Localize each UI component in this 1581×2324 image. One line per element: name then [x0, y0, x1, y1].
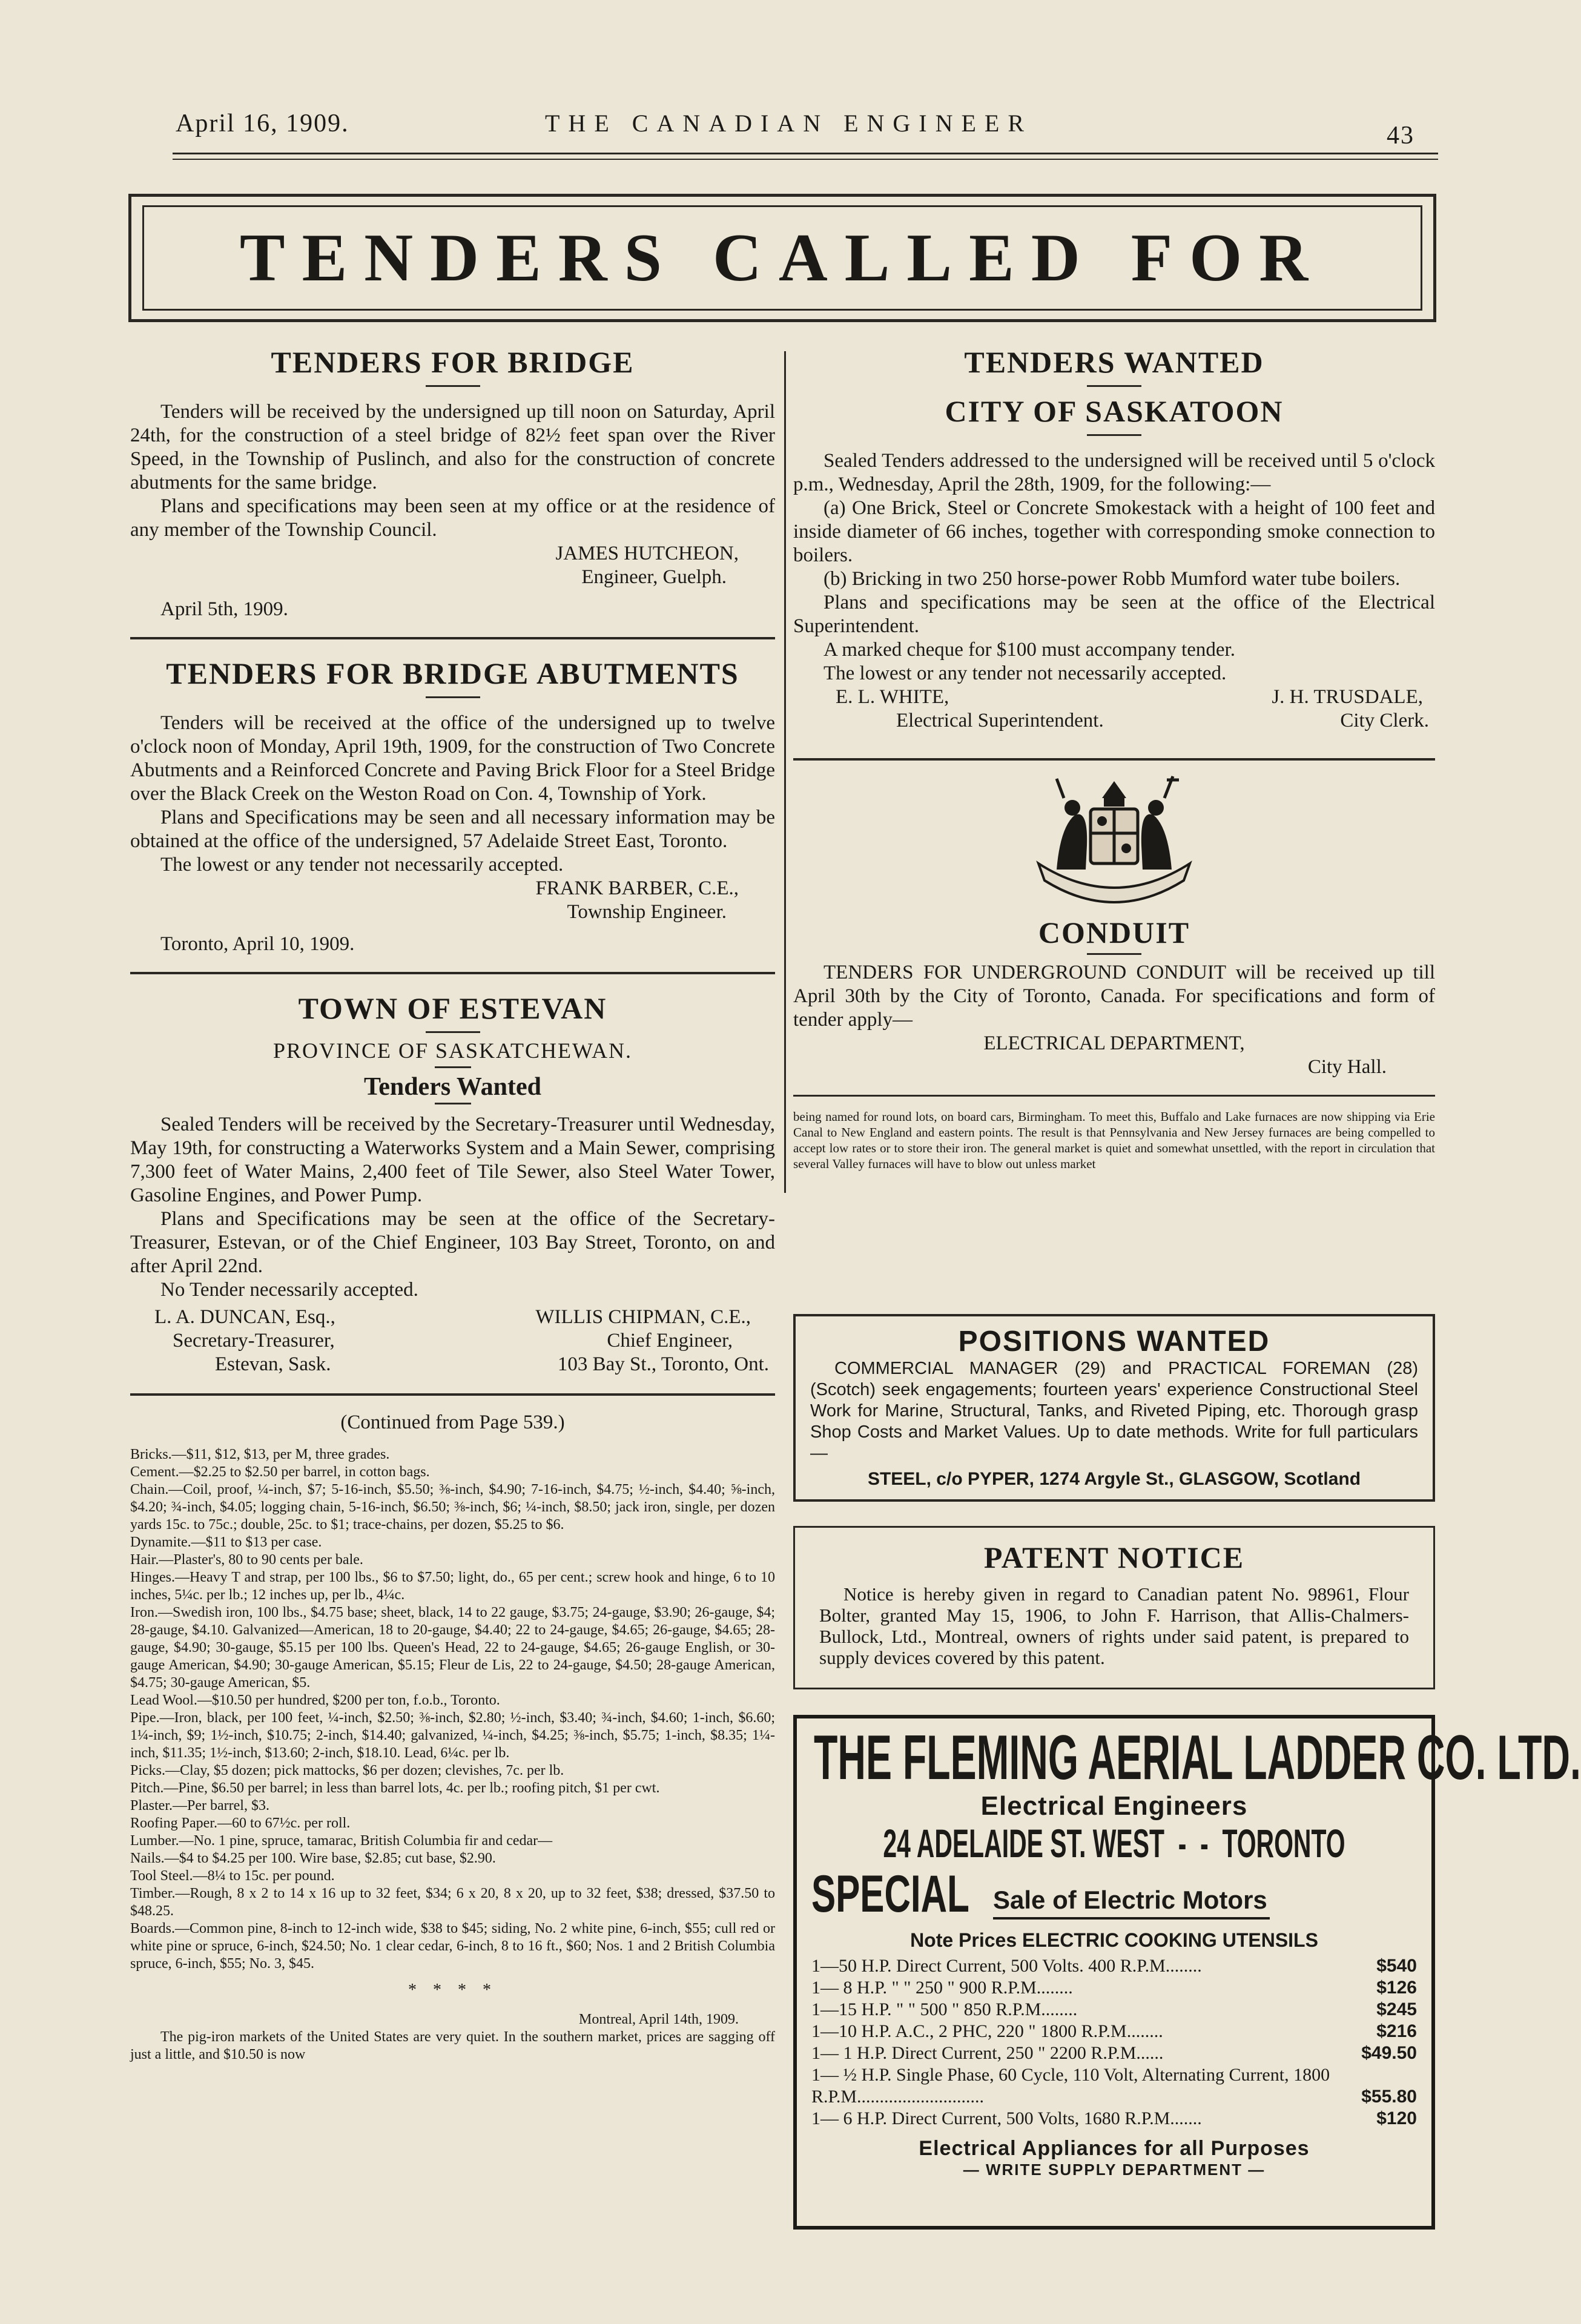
sig-line: Secretary-Treasurer,	[173, 1330, 335, 1352]
price-item-desc: 1— ½ H.P. Single Phase, 60 Cycle, 110 Volt, Alternating Current, 1800 R.P.M............................	[811, 2065, 1330, 2107]
abutments-plans: Plans and Specifications may be seen and all necessary information may be obtained at the office of the undersigned, 57 Adelaide Street East, Toronto.	[130, 807, 775, 852]
price-item-amount: $49.50	[1361, 2043, 1417, 2063]
saskatoon-title: TENDERS WANTED	[964, 345, 1264, 379]
saskatoon-signatures	[793, 685, 1435, 733]
title-rule	[1087, 434, 1141, 436]
sig-line: Electrical Superintendent.	[896, 710, 1104, 731]
abutments-signer-title: Township Engineer.	[567, 901, 727, 923]
market-pig-iron: The pig-iron markets of the United States are very quiet. In the southern market, prices are sagging off just a little, and $10.50 is now	[130, 2029, 775, 2062]
sig-line: Chief Engineer,	[607, 1330, 733, 1352]
fleming-special: SPECIAL	[811, 1865, 969, 1923]
fleming-address-wrap	[811, 1821, 1417, 1865]
saskatoon-city: CITY OF SASKATOON	[945, 394, 1284, 428]
market-hair: Hair.—Plaster's, 80 to 90 cents per bale.	[130, 1552, 363, 1568]
estevan-plans: Plans and Specifications may be seen at the office of the Secretary-Treasurer, Estevan, or of the Chief Engineer, 103 Bay Street, Toronto, on and after April 22nd.	[130, 1208, 775, 1277]
bridge-title: TENDERS FOR BRIDGE	[271, 345, 635, 379]
sig-line: L. A. DUNCAN, Esq.,	[154, 1306, 335, 1328]
header-rule-thin	[173, 159, 1438, 160]
abutments-tender	[130, 655, 775, 956]
title-rule	[1087, 953, 1141, 955]
market-pipe: Pipe.—Iron, black, per 100 feet, ¼-inch, $2.50; ⅜-inch, $2.80; ½-inch, $3.40; ¾-inch, $4.60; 1-inch, $6.60; 1¼-inch, $9; 1½-inch, $10.75; 2-inch, $14.40; galvanized, ¼-inch, $4.25; ⅜-inch, $5.75; 1-inch, $8.35; 1¼-inch, $11.35; 1½-inch, $13.60; 2-inch, $18.10. Lead, 6¼c. per lb.	[130, 1710, 775, 1761]
price-item	[811, 2042, 1417, 2064]
abutments-signer: FRANK BARBER, C.E.,	[535, 877, 739, 899]
market-boards: Boards.—Common pine, 8-inch to 12-inch wide, $38 to $45; siding, No. 2 white pine, 6-inch, $55; cull red or white pine or spruce, 6-inch, $24.50; No. 1 clear cedar, 6-inch, 8 to 16 ft., $60; Nos. 1 and 2 British Columbia spruce, 6-inch, $55; No. 3, $45.	[130, 1921, 775, 1972]
market-bricks: Bricks.—$11, $12, $13, per M, three grades.	[130, 1447, 390, 1462]
section-rule	[130, 972, 775, 974]
fleming-sale: Sale of Electric Motors	[993, 1886, 1270, 1920]
price-item-amount: $540	[1376, 1956, 1417, 1976]
market-lumber: Lumber.—No. 1 pine, spruce, tamarac, British Columbia fir and cedar—	[130, 1833, 553, 1849]
patent-text: Notice is hereby given in regard to Canadian patent No. 98961, Flour Bolter, granted May 15, 1906, to John F. Harrison, that Allis-Chalmers-Bullock, Ltd., Montreal, owners of rights under said patent, is prepared to supply devices covered by this patent.	[819, 1583, 1409, 1668]
price-item-desc: 1— 8 H.P. " " 250 " 900 R.P.M........	[811, 1978, 1073, 1998]
bridge-text: Tenders will be received by the undersigned up till noon on Saturday, April 24th, for the construction of a steel bridge of 82½ feet span over the River Speed, in the Township of Puslinch, and also for the construction of concrete abutments for the same bridge.	[130, 401, 775, 494]
continued-note: (Continued from Page 539.)	[340, 1411, 565, 1433]
saskatoon-tender	[793, 344, 1435, 733]
market-timber: Timber.—Rough, 8 x 2 to 14 x 16 up to 32 feet, $34; 6 x 20, 8 x 20, up to 32 feet, $38; dressed, $37.50 to $48.25.	[130, 1886, 775, 1919]
title-rule	[435, 1066, 471, 1068]
estevan-left-sig	[130, 1306, 335, 1376]
sig-line: WILLIS CHIPMAN, C.E.,	[535, 1306, 751, 1328]
market-tool-steel: Tool Steel.—8¼ to 15c. per pound.	[130, 1868, 335, 1884]
sig-line: J. H. TRUSDALE,	[1272, 686, 1423, 708]
page-number: 43	[1387, 122, 1414, 150]
price-item	[811, 2108, 1417, 2130]
abutments-text: Tenders will be received at the office of the undersigned up to twelve o'clock noon of Monday, April 19th, 1909, for the construction of Two Concrete Abutments and a Reinforced Concrete and Paving Brick Floor for a Steel Bridge over the Black Creek on the Weston Road on Con. 4, Township of York.	[130, 712, 775, 805]
market-roofing: Roofing Paper.—60 to 67½c. per roll.	[130, 1815, 351, 1831]
saskatoon-cheque: A marked cheque for $100 must accompany tender.	[824, 639, 1235, 661]
positions-wanted-box	[793, 1314, 1435, 1502]
market-cement: Cement.—$2.25 to $2.50 per barrel, in cotton bags.	[130, 1464, 430, 1480]
price-item-desc: 1— 6 H.P. Direct Current, 500 Volts, 1680 R.P.M.......	[811, 2108, 1202, 2128]
sig-line: 103 Bay St., Toronto, Ont.	[557, 1353, 769, 1375]
market-iron: Iron.—Swedish iron, 100 lbs., $4.75 base; sheet, black, 14 to 22 gauge, $3.75; 24-gauge, $3.90; 26-gauge, $4; 28-gauge, $4.10. Galvanized—American, 18 to 20-gauge, $4.40; 22 to 24-gauge, $4.65; 26-gauge, $4.65; 28-gauge, $4.90; 30-gauge, $5.15 per 100 lbs. Queen's Head, 22 to 24-gauge, $4.65; 26-gauge English, or 30-gauge American, $4.90; 30-gauge American, $5.15; Fleur de Lis, 22 to 24-gauge, $4.50; 28-gauge American, $4.75; 30-gauge American, $5.	[130, 1605, 775, 1691]
header-rule	[173, 153, 1438, 154]
estevan-note: No Tender necessarily accepted.	[160, 1279, 418, 1301]
market-picks: Picks.—Clay, $5 dozen; pick mattocks, $6 per dozen; clevishes, 7c. per lb.	[130, 1763, 564, 1778]
fleming-address: 24 ADELAIDE ST. WEST - - TORONTO	[883, 1821, 1345, 1866]
market-dateline: Montreal, April 14th, 1909.	[579, 2012, 739, 2027]
conduit-department: ELECTRICAL DEPARTMENT,	[983, 1032, 1245, 1054]
bridge-tender	[130, 344, 775, 621]
patent-title: PATENT NOTICE	[983, 1540, 1245, 1574]
right-column	[793, 344, 1435, 1172]
fleming-company: THE FLEMING AERIAL LADDER CO. LTD.	[814, 1723, 1581, 1793]
price-item-amount: $120	[1376, 2108, 1417, 2128]
price-item	[811, 2021, 1417, 2042]
price-item	[811, 1955, 1417, 1977]
section-rule	[130, 1393, 775, 1396]
positions-contact: STEEL, c/o PYPER, 1274 Argyle St., GLASGOW, Scotland	[867, 1469, 1361, 1489]
patent-notice-box	[793, 1526, 1435, 1689]
price-item	[811, 1977, 1417, 1999]
journal-title: THE CANADIAN ENGINEER	[545, 110, 1033, 137]
positions-text: COMMERCIAL MANAGER (29) and PRACTICAL FOREMAN (28) (Scotch) seek engagements; fourteen years' experience Constructional Steel Work for Marine, Structural, Tanks, and Riveted Piping, etc. Thorough grasp Shop Costs and Market Values. Up to date methods. Write for full particulars—	[810, 1359, 1418, 1463]
market-continued: being named for round lots, on board cars, Birmingham. To meet this, Buffalo and Lake furnaces are now shipping via Erie Canal to New England and eastern points. The result is that Pennsylvania and New Jersey furnaces are being compelled to accept low rates or to store their iron. The general market is quiet and somewhat unsettled, with the report in circulation that several Valley furnaces will have to blow out unless market	[793, 1109, 1435, 1171]
sig-line: Estevan, Sask.	[215, 1353, 331, 1375]
bridge-plans: Plans and specifications may been seen at my office or at the residence of any member of the Township Council.	[130, 495, 775, 541]
conduit-tender	[793, 773, 1435, 1079]
conduit-text: TENDERS FOR UNDERGROUND CONDUIT will be received up till April 30th by the City of Toronto, Canada. For specifications and form of tender apply—	[793, 962, 1435, 1031]
price-item-amount: $55.80	[1361, 2087, 1417, 2107]
title-rule	[426, 696, 480, 698]
title-rule	[426, 385, 480, 387]
fleming-advertisement	[793, 1715, 1581, 2230]
price-item	[811, 1999, 1417, 2021]
market-nails: Nails.—$4 to $4.25 per 100. Wire base, $2.85; cut base, $2.90.	[130, 1850, 496, 1866]
sig-line: City Clerk.	[1340, 710, 1429, 731]
market-plaster: Plaster.—Per barrel, $3.	[130, 1798, 269, 1814]
saskatoon-lowest: The lowest or any tender not necessarily accepted.	[824, 662, 1227, 684]
left-column	[130, 344, 775, 2064]
bridge-date: April 5th, 1909.	[160, 598, 288, 620]
sig-line: E. L. WHITE,	[836, 686, 949, 708]
fleming-note: Note Prices ELECTRIC COOKING UTENSILS	[910, 1929, 1318, 1951]
estevan-tender	[130, 990, 775, 1376]
issue-date: April 16, 1909.	[176, 110, 349, 137]
fleming-special-wrap	[811, 1865, 993, 1923]
market-pitch: Pitch.—Pine, $6.50 per barrel; in less than barrel lots, 4c. per lb.; roofing pitch, $1 per cwt.	[130, 1780, 660, 1796]
saskatoon-item-a: (a) One Brick, Steel or Concrete Smokestack with a height of 100 feet and inside diameter of 66 inches, together with corresponding smoke connection to boilers.	[793, 497, 1435, 566]
market-lead-wool: Lead Wool.—$10.50 per hundred, $200 per ton, f.o.b., Toronto.	[130, 1692, 500, 1708]
fleming-subtitle: Electrical Engineers	[980, 1791, 1248, 1821]
market-dynamite: Dynamite.—$11 to $13 per case.	[130, 1534, 322, 1550]
bridge-signer-title: Engineer, Guelph.	[581, 566, 727, 588]
banner-box	[128, 194, 1436, 322]
estevan-right-sig	[535, 1306, 775, 1376]
fleming-special-row	[811, 1865, 1417, 1923]
saskatoon-right-sig	[1272, 685, 1435, 733]
title-rule	[1087, 385, 1141, 387]
price-item-amount: $126	[1376, 1978, 1417, 1998]
estevan-province: PROVINCE OF SASKATCHEWAN.	[272, 1038, 633, 1063]
abutments-title: TENDERS FOR BRIDGE ABUTMENTS	[166, 656, 739, 690]
section-stars: * * * *	[408, 1981, 497, 1999]
title-rule	[426, 1031, 480, 1033]
market-hinges: Hinges.—Heavy T and strap, per 100 lbs., $6 to $7.50; light, do., 65 per cent.; screw hook and hinge, 6 to 10 inches, 5¼c. per lb.; 12 inches up, per lb., 4¼c.	[130, 1570, 775, 1603]
saskatoon-left-sig	[793, 685, 1104, 733]
price-item	[811, 2064, 1417, 2108]
column-divider	[784, 351, 786, 1193]
section-rule	[130, 637, 775, 639]
estevan-title: TOWN OF ESTEVAN	[298, 991, 607, 1025]
fleming-price-list	[811, 1955, 1417, 2130]
price-item-desc: 1—15 H.P. " " 500 " 850 R.P.M........	[811, 1999, 1078, 2019]
saskatoon-text: Sealed Tenders addressed to the undersigned will be received until 5 o'clock p.m., Wednesday, April the 28th, 1909, for the following:—	[793, 450, 1435, 495]
price-item-amount: $216	[1376, 2021, 1417, 2041]
section-rule	[793, 1095, 1435, 1097]
abutments-lowest: The lowest or any tender not necessarily accepted.	[160, 854, 564, 876]
price-item-desc: 1—50 H.P. Direct Current, 500 Volts. 400 R.P.M........	[811, 1956, 1202, 1976]
fleming-department: — WRITE SUPPLY DEPARTMENT —	[963, 2161, 1266, 2179]
title-rule	[435, 1103, 471, 1104]
abutments-date: Toronto, April 10, 1909.	[160, 933, 355, 955]
estevan-text: Sealed Tenders will be received by the Secretary-Treasurer until Wednesday, May 19th, for constructing a Waterworks System and a Main Sewer, comprising 7,300 feet of Water Mains, 2,400 feet of Tile Sewer, also Steel Water Tower, Gasoline Engines, and Power Pump.	[130, 1114, 775, 1206]
positions-title: POSITIONS WANTED	[958, 1325, 1270, 1358]
market-report	[130, 1411, 775, 2064]
conduit-place: City Hall.	[1307, 1056, 1387, 1078]
price-item-desc: 1—10 H.P. A.C., 2 PHC, 220 " 1800 R.P.M........	[811, 2021, 1163, 2041]
fleming-footer: Electrical Appliances for all Purposes	[919, 2137, 1310, 2160]
estevan-subtitle: Tenders Wanted	[364, 1073, 541, 1101]
section-rule	[793, 758, 1435, 761]
saskatoon-item-b: (b) Bricking in two 250 horse-power Robb Mumford water tube boilers.	[824, 568, 1401, 590]
saskatoon-plans: Plans and specifications may be seen at the office of the Electrical Superintendent.	[793, 592, 1435, 637]
market-chain: Chain.—Coil, proof, ¼-inch, $7; 5-16-inch, $5.50; ⅜-inch, $4.90; 7-16-inch, $4.75; ½-inch, $4.40; ⅝-inch, $4.20; ¾-inch, $4.05; logging chain, 5-16-inch, $6.50; ⅜-inch, $6; ¼-inch, $8.50; jack iron, single, per dozen yards 15c. to 75c.; double, 25c. to $1; trace-chains, per dozen, $5.25 to $6.	[130, 1482, 775, 1533]
bridge-signer: JAMES HUTCHEON,	[555, 543, 739, 564]
conduit-title: CONDUIT	[1038, 916, 1190, 949]
price-item-desc: 1— 1 H.P. Direct Current, 250 " 2200 R.P.M......	[811, 2043, 1164, 2063]
estevan-signatures	[130, 1306, 775, 1376]
price-item-amount: $245	[1376, 1999, 1417, 2019]
fleming-name-wrap	[811, 1723, 1581, 1793]
banner-title: TENDERS CALLED FOR	[142, 205, 1422, 311]
